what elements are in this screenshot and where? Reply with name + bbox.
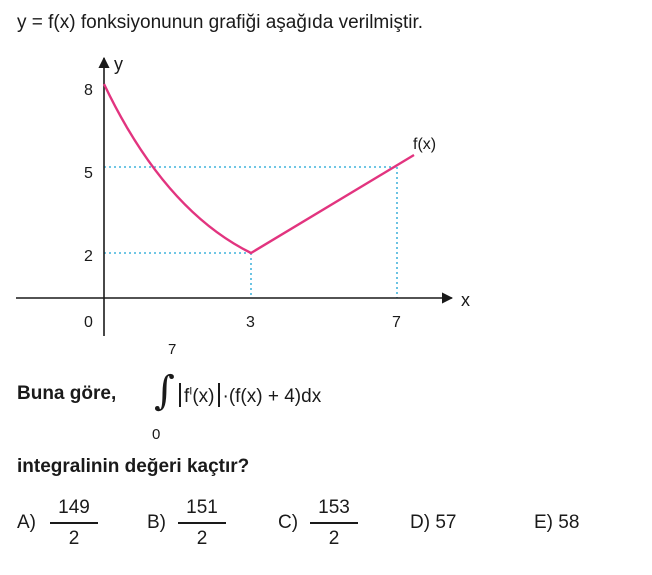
integrand-arg: (x) xyxy=(192,386,215,407)
y-tick-2: 2 xyxy=(84,248,93,265)
y-tick-5: 5 xyxy=(84,165,93,182)
choice-d[interactable] xyxy=(410,512,456,534)
question-text: integralinin değeri kaçtır? xyxy=(17,456,250,477)
choice-a-numerator: 149 xyxy=(58,497,90,518)
integrand-prime: I xyxy=(189,385,193,398)
x-tick-7: 7 xyxy=(392,314,401,331)
choice-b-fraction[interactable] xyxy=(178,497,226,550)
y-tick-8: 8 xyxy=(84,82,93,99)
prompt-text: Buna göre, xyxy=(17,383,117,404)
choice-d-value: 57 xyxy=(435,512,457,533)
integrand-rest: ·(f(x) + 4)dx xyxy=(222,386,322,407)
choice-b-letter[interactable]: B) xyxy=(147,512,166,533)
choice-a-fraction[interactable] xyxy=(50,497,98,550)
problem-intro: y = f(x) fonksiyonunun grafiği aşağıda verilmiştir. xyxy=(17,12,424,33)
x-tick-3: 3 xyxy=(246,314,255,331)
y-axis-label: y xyxy=(114,54,123,74)
choice-c-numerator: 153 xyxy=(318,497,350,518)
x-axis-label: x xyxy=(461,290,470,310)
choice-c-letter[interactable]: C) xyxy=(278,512,299,533)
abs-bar-left xyxy=(179,383,181,407)
abs-bar-right xyxy=(218,383,220,407)
curve-f xyxy=(104,84,414,253)
choice-a-letter[interactable]: A) xyxy=(17,512,36,533)
curve-label: f(x) xyxy=(413,136,437,153)
choice-e-value: 58 xyxy=(558,512,580,533)
integral-sign: ∫ xyxy=(154,368,175,414)
choice-e-letter: E) xyxy=(534,512,553,533)
integrand-f: f xyxy=(184,386,190,407)
choice-d-letter: D) xyxy=(410,512,431,533)
lower-limit: 0 xyxy=(152,426,161,443)
choice-c-fraction[interactable] xyxy=(310,497,358,550)
integrand xyxy=(176,383,321,408)
choice-c-denominator: 2 xyxy=(328,527,340,549)
origin-label: 0 xyxy=(84,314,93,331)
upper-limit: 7 xyxy=(168,341,177,358)
choice-b-denominator: 2 xyxy=(196,527,208,549)
choice-a-denominator: 2 xyxy=(68,527,80,549)
choice-b-numerator: 151 xyxy=(186,497,218,518)
choice-e[interactable] xyxy=(534,512,579,534)
